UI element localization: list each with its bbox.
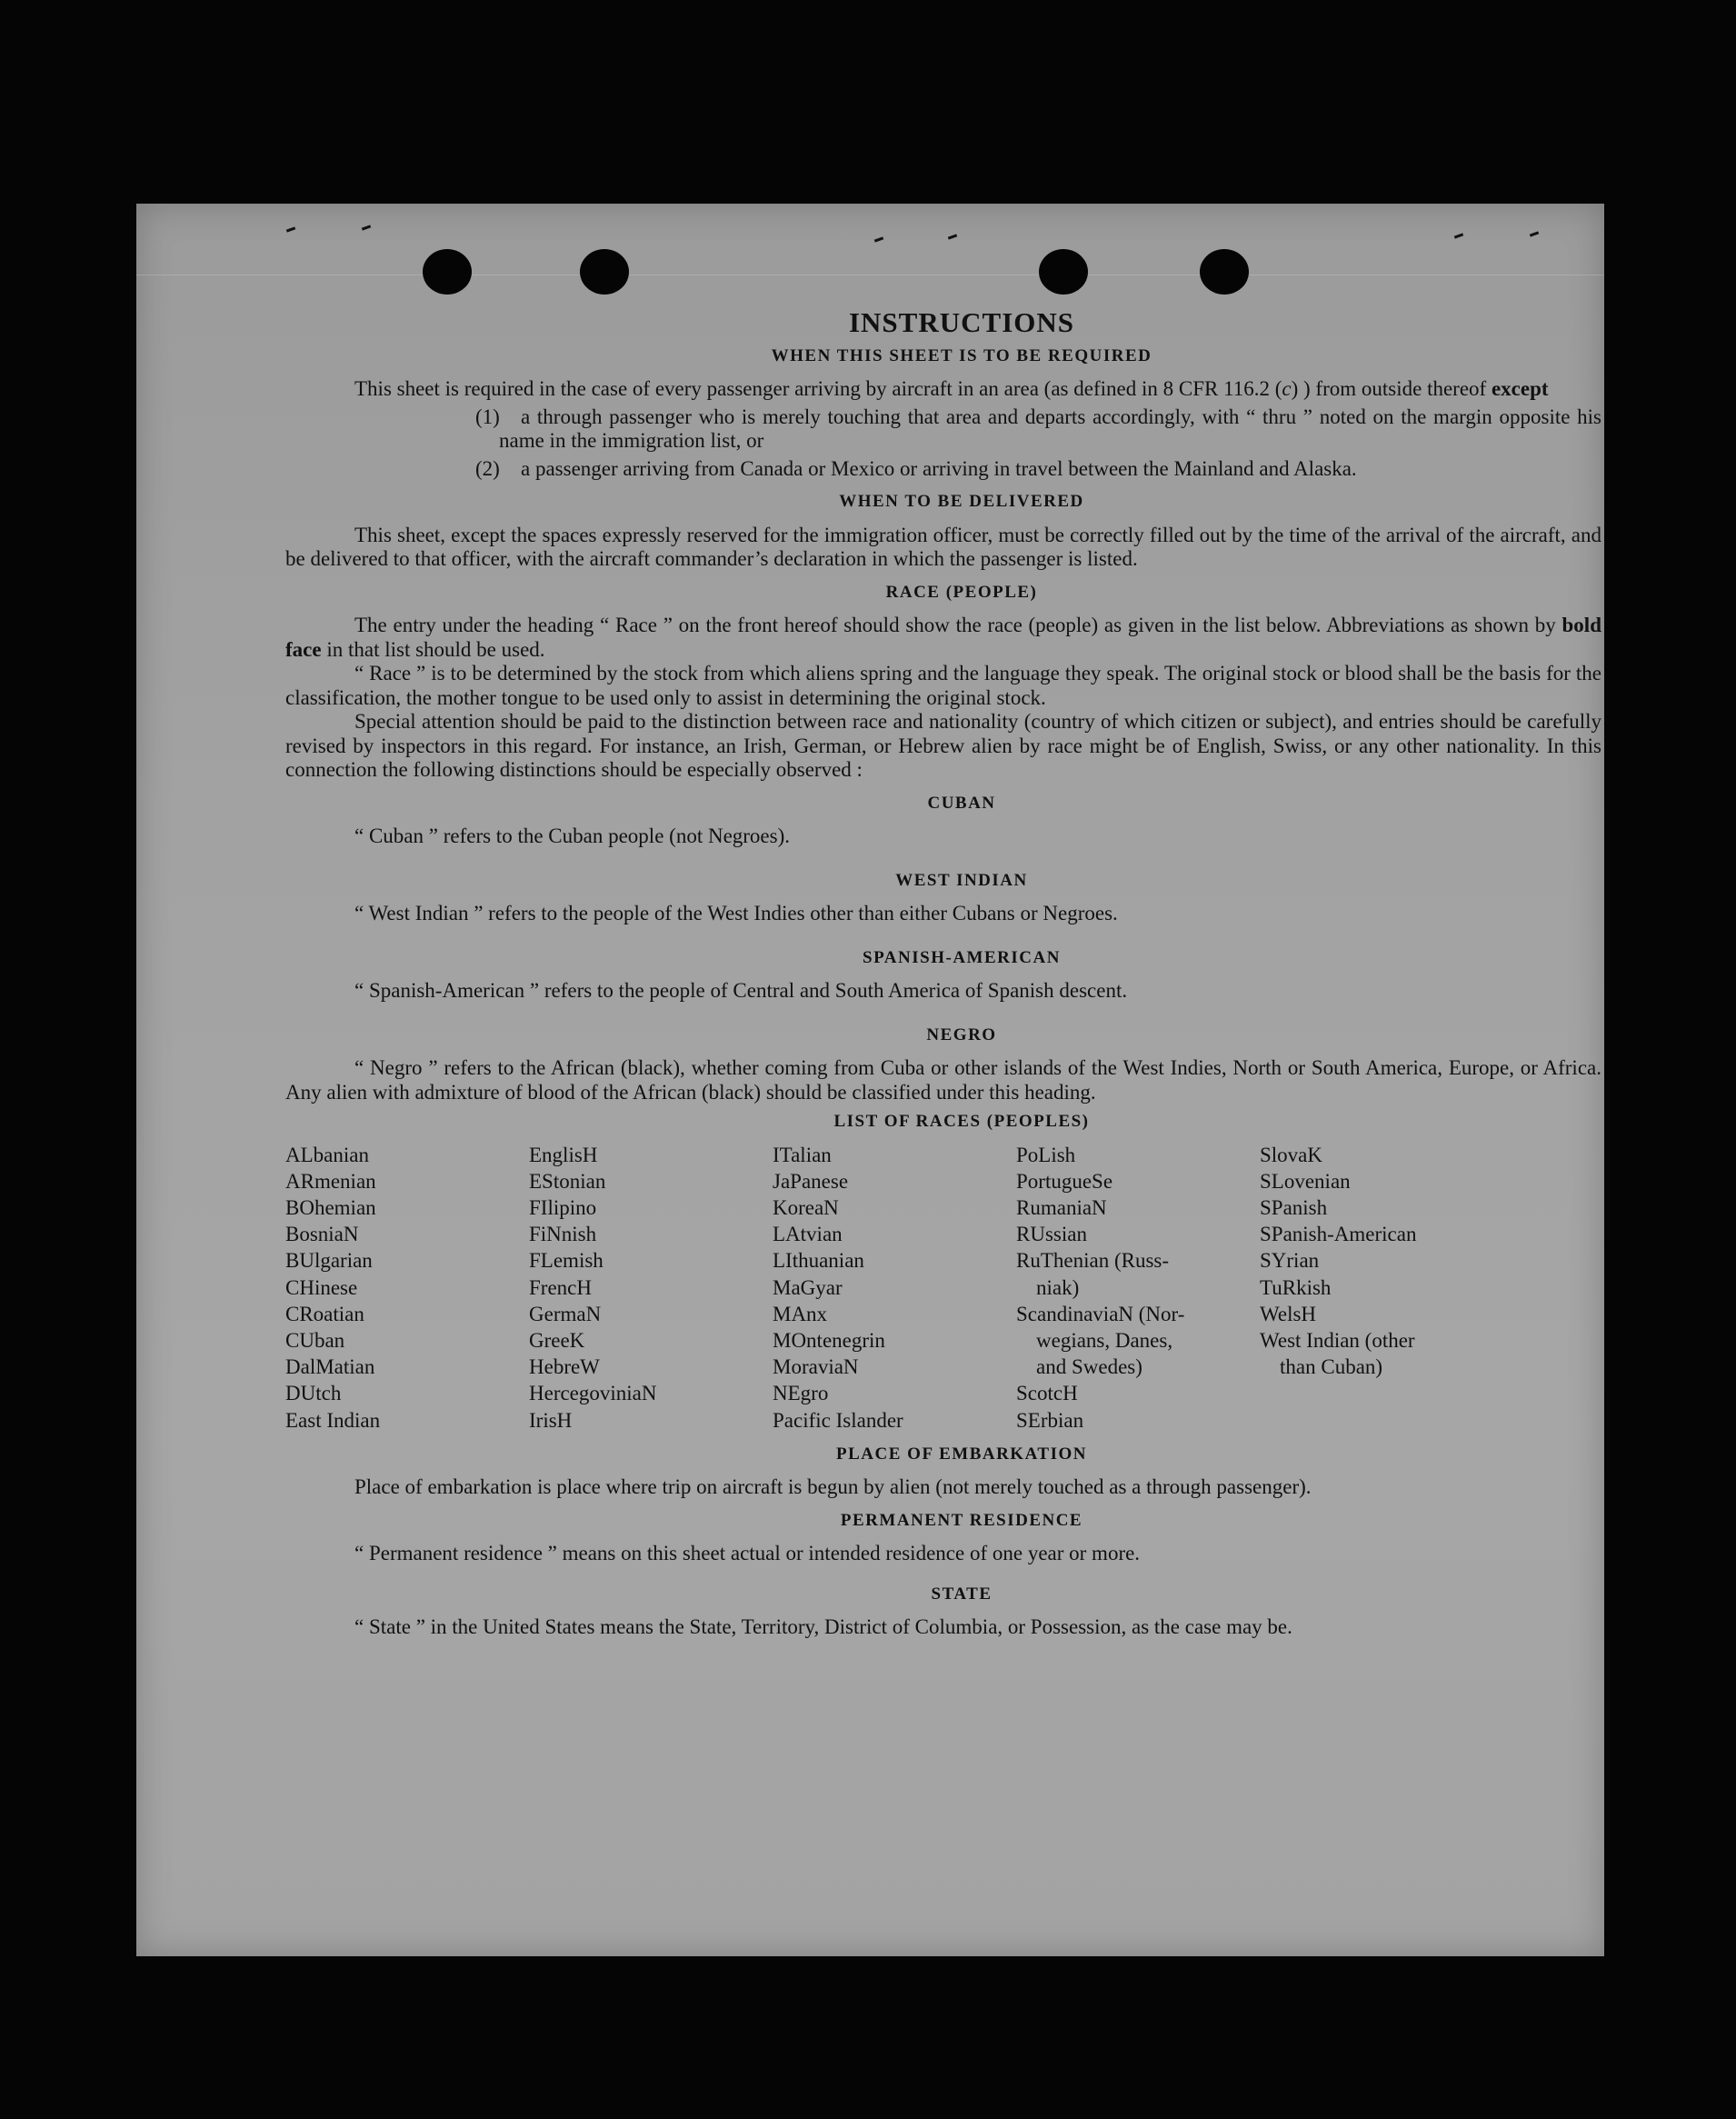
- scan-speck: [1530, 231, 1539, 236]
- race-item: SLovenian: [1260, 1169, 1351, 1193]
- race-item: RumaniaN: [1016, 1195, 1107, 1219]
- race-item: DalMatian: [285, 1355, 375, 1379]
- race-item: WelsH: [1260, 1302, 1317, 1325]
- race-item: JaPanese: [773, 1169, 849, 1193]
- race-paragraph-3: Special attention should be paid to the distinction between race and nationality (country of which citizen or subject), and entries should be carefully revised by inspectors in this regard. For instance, an Irish, German, or Hebrew alien by race might be of English, Swiss, or any other nationality. In this connection the following distinctions should be especially observed :: [285, 710, 1601, 781]
- required-intro-c: c: [1282, 377, 1292, 400]
- section-heading-required: WHEN THIS SHEET IS TO BE REQUIRED: [771, 345, 1152, 365]
- section-heading-state: STATE: [931, 1584, 993, 1604]
- section-heading-spanish-american: SPANISH-AMERICAN: [863, 947, 1061, 967]
- required-intro-except: except: [1491, 377, 1549, 400]
- race-item: SYrian: [1260, 1249, 1320, 1273]
- section-heading-list: LIST OF RACES (PEOPLES): [833, 1112, 1090, 1131]
- race-item: niak): [1036, 1275, 1080, 1299]
- race-item: CUban: [285, 1328, 345, 1352]
- race-item: SPanish-American: [1260, 1223, 1417, 1246]
- embarkation-text: Place of embarkation is place where trip on aircraft is begun by alien (not merely touched as a through passenger).: [354, 1475, 1312, 1499]
- section-heading-residence: PERMANENT RESIDENCE: [840, 1510, 1083, 1530]
- race-item: FLemish: [529, 1249, 604, 1273]
- race-item: MOntenegrin: [773, 1328, 885, 1352]
- race-paragraph-1: [285, 614, 1601, 662]
- scan-speck: [286, 226, 295, 232]
- race-item: CRoatian: [285, 1302, 364, 1325]
- race-item: RUssian: [1016, 1223, 1087, 1246]
- race-item: HercegoviniaN: [529, 1382, 657, 1405]
- section-heading-embarkation: PLACE OF EMBARKATION: [836, 1444, 1087, 1464]
- race-item: EnglisH: [529, 1143, 598, 1166]
- exception-number: (2): [475, 456, 500, 480]
- race-item: FrencH: [529, 1275, 592, 1299]
- race-item: EStonian: [529, 1169, 606, 1193]
- race-item: BUlgarian: [285, 1249, 373, 1273]
- race-item: LAtvian: [773, 1223, 843, 1246]
- residence-text: “ Permanent residence ” means on this sheet actual or intended residence of one year or more.: [354, 1542, 1141, 1565]
- race-paragraph-2: “ Race ” is to be determined by the stock from which aliens spring and the language they speak. The original stock or blood shall be the basis for the classification, the mother tongue to be used only to assist in determining the original stock.: [285, 662, 1601, 709]
- race-item: ALbanian: [285, 1143, 369, 1166]
- punch-hole: [423, 249, 472, 295]
- race-item: TuRkish: [1260, 1275, 1332, 1299]
- race-item: MaGyar: [773, 1275, 843, 1299]
- race-p1-text: The entry under the heading “ Race ” on the front hereof should show the race (people) as given in the list below. Abbreviations as shown by: [354, 614, 1562, 636]
- race-item: PortugueSe: [1016, 1169, 1113, 1193]
- race-item: ITalian: [773, 1143, 832, 1166]
- section-heading-delivered: WHEN TO BE DELIVERED: [839, 492, 1084, 511]
- race-item: ARmenian: [285, 1169, 376, 1193]
- race-list: [285, 1142, 1601, 1434]
- race-item: FiNnish: [529, 1223, 597, 1246]
- state-text: “ State ” in the United States means the State, Territory, District of Columbia, or Possession, as the case may be.: [354, 1615, 1292, 1639]
- exception-item-1: [285, 405, 1601, 454]
- race-list-column-5: [1260, 1142, 1503, 1434]
- race-p1-bold: bold face: [285, 614, 1601, 661]
- race-item: RuThenian (Russ-: [1016, 1249, 1170, 1273]
- race-list-column-4: [1016, 1142, 1260, 1434]
- race-item: ScandinaviaN (Nor-: [1016, 1302, 1185, 1325]
- scan-speck: [362, 225, 371, 230]
- exception-text: a through passenger who is merely touching that area and departs accordingly, with “ thru ” noted on the margin opposite his name in the immigration list, or: [499, 405, 1601, 452]
- required-intro-text: This sheet is required in the case of every passenger arriving by aircraft in an area (as defined in 8 CFR 116.2 (: [354, 377, 1282, 400]
- west-indian-text: “ West Indian ” refers to the people of the West Indies other than either Cubans or Negroes.: [354, 902, 1118, 925]
- section-heading-negro: NEGRO: [926, 1025, 997, 1045]
- spanish-american-text: “ Spanish-American ” refers to the people of Central and South America of Spanish descent.: [354, 979, 1128, 1002]
- race-item: wegians, Danes,: [1036, 1328, 1173, 1352]
- race-item: and Swedes): [1036, 1355, 1142, 1379]
- race-list-column-1: [285, 1142, 529, 1434]
- race-item: East Indian: [285, 1408, 381, 1432]
- punch-hole: [1200, 249, 1249, 295]
- required-intro: [285, 377, 1601, 402]
- race-item: KoreaN: [773, 1195, 839, 1219]
- race-item: SPanish: [1260, 1195, 1328, 1219]
- scan-speck: [948, 234, 957, 239]
- scan-speck: [874, 236, 883, 242]
- delivered-text: This sheet, except the spaces expressly reserved for the immigration officer, must be correctly filled out by the time of the arrival of the aircraft, and be delivered to that officer, with the aircraft commander’s declaration in which the passenger is listed.: [285, 523, 1601, 570]
- race-list-column-3: [773, 1142, 1016, 1434]
- punch-hole: [580, 249, 629, 295]
- race-item: West Indian (other: [1260, 1328, 1415, 1352]
- race-item: HebreW: [529, 1355, 600, 1379]
- race-item: than Cuban): [1280, 1355, 1383, 1379]
- race-item: IrisH: [529, 1408, 573, 1432]
- race-item: BOhemian: [285, 1195, 376, 1219]
- race-item: LIthuanian: [773, 1249, 864, 1273]
- race-item: ScotcH: [1016, 1382, 1078, 1405]
- exception-text: a passenger arriving from Canada or Mexico or arriving in travel between the Mainland and Alaska.: [521, 456, 1357, 480]
- page-title: INSTRUCTIONS: [848, 306, 1074, 338]
- race-item: SErbian: [1016, 1408, 1084, 1432]
- punch-hole: [1039, 249, 1088, 295]
- race-item: NEgro: [773, 1382, 829, 1405]
- section-heading-west-indian: WEST INDIAN: [895, 870, 1028, 890]
- race-item: GreeK: [529, 1328, 585, 1352]
- cuban-text: “ Cuban ” refers to the Cuban people (not Negroes).: [354, 825, 791, 847]
- race-item: CHinese: [285, 1275, 358, 1299]
- document-sheet: [136, 204, 1604, 1956]
- exception-item-2: [285, 457, 1601, 482]
- race-item: MAnx: [773, 1302, 828, 1325]
- exception-number: (1): [475, 405, 500, 428]
- race-list-column-2: [529, 1142, 773, 1434]
- race-item: PoLish: [1016, 1143, 1076, 1166]
- section-heading-cuban: CUBAN: [927, 793, 996, 813]
- race-item: GermaN: [529, 1302, 602, 1325]
- race-item: SlovaK: [1260, 1143, 1322, 1166]
- negro-text: “ Negro ” refers to the African (black), whether coming from Cuba or other islands of the West Indies, North or South America, Europe, or Africa. Any alien with admixture of blood of the African (black) should be classified under this heading.: [285, 1056, 1601, 1104]
- race-p1-text-2: in that list should be used.: [321, 637, 545, 661]
- race-item: DUtch: [285, 1382, 342, 1405]
- race-item: MoraviaN: [773, 1355, 859, 1379]
- race-item: Pacific Islander: [773, 1408, 903, 1432]
- scan-speck: [1454, 233, 1463, 238]
- definitions-block: [285, 1443, 1601, 1640]
- race-item: FIlipino: [529, 1195, 597, 1219]
- instructions-content: [285, 306, 1601, 1640]
- race-item: BosniaN: [285, 1223, 359, 1246]
- section-heading-race: RACE (PEOPLE): [885, 582, 1038, 602]
- required-intro-text-2: ) ) from outside thereof: [1291, 377, 1492, 400]
